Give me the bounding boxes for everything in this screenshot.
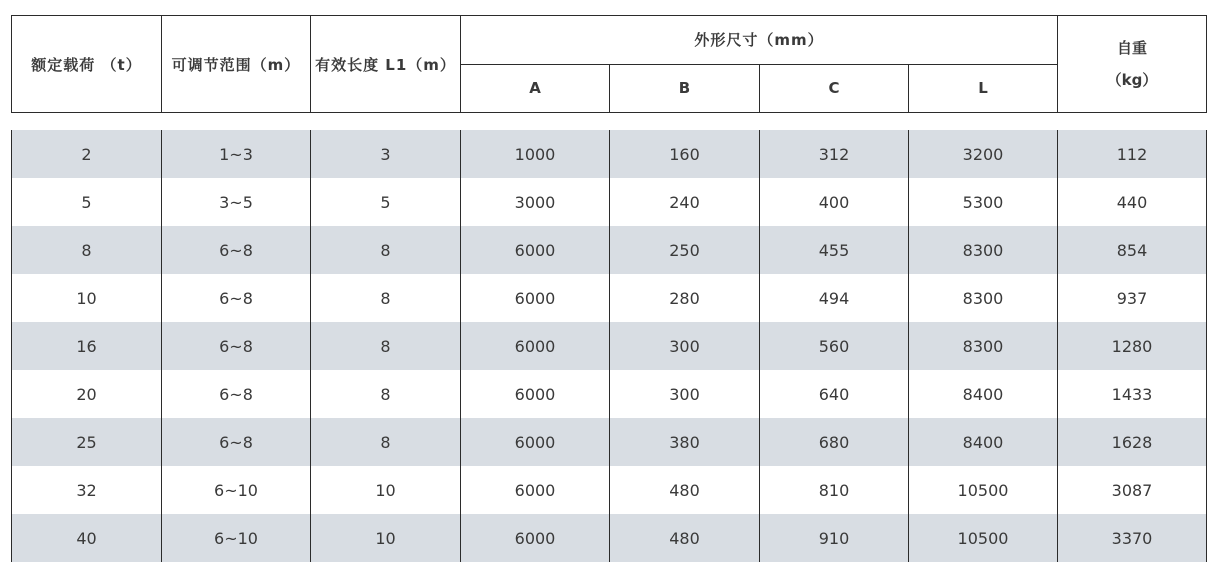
header-dim-l: L: [909, 64, 1058, 113]
cell-length: 8: [311, 226, 461, 274]
cell-dim-b: 380: [610, 418, 760, 466]
cell-dim-b: 300: [610, 370, 760, 418]
cell-weight: 440: [1058, 178, 1207, 226]
header-dim-b: B: [610, 64, 760, 113]
cell-length: 8: [311, 418, 461, 466]
cell-dim-c: 560: [760, 322, 909, 370]
cell-range: 3~5: [162, 178, 311, 226]
header-adjustable-range: 可调节范围（m）: [162, 16, 311, 113]
header-rated-load: 额定载荷 （t）: [12, 16, 162, 113]
header-effective-length: 有效长度 L1（m）: [311, 16, 461, 113]
cell-rated-load: 5: [12, 178, 162, 226]
cell-dim-l: 5300: [909, 178, 1058, 226]
cell-weight: 854: [1058, 226, 1207, 274]
cell-dim-c: 640: [760, 370, 909, 418]
cell-weight: 1628: [1058, 418, 1207, 466]
cell-dim-l: 8400: [909, 370, 1058, 418]
cell-dim-l: 3200: [909, 130, 1058, 178]
header-weight-unit: （kg）: [1106, 71, 1158, 89]
cell-dim-b: 300: [610, 322, 760, 370]
cell-weight: 1280: [1058, 322, 1207, 370]
cell-weight: 3087: [1058, 466, 1207, 514]
cell-dim-c: 312: [760, 130, 909, 178]
table-row: [12, 178, 1207, 226]
cell-dim-a: 6000: [461, 514, 610, 562]
header-weight: [1058, 16, 1207, 113]
table-row: [12, 514, 1207, 562]
cell-dim-l: 8300: [909, 322, 1058, 370]
cell-dim-a: 6000: [461, 418, 610, 466]
cell-weight: 1433: [1058, 370, 1207, 418]
table-row: [12, 418, 1207, 466]
cell-rated-load: 40: [12, 514, 162, 562]
cell-dim-c: 810: [760, 466, 909, 514]
cell-rated-load: 10: [12, 274, 162, 322]
cell-dim-l: 10500: [909, 514, 1058, 562]
table-row: [12, 274, 1207, 322]
cell-range: 6~8: [162, 370, 311, 418]
cell-rated-load: 2: [12, 130, 162, 178]
table-row: [12, 466, 1207, 514]
table-row: [12, 130, 1207, 178]
cell-dim-l: 8300: [909, 226, 1058, 274]
cell-rated-load: 8: [12, 226, 162, 274]
table-row: [12, 226, 1207, 274]
header-dim-c: C: [760, 64, 909, 113]
cell-dim-l: 8300: [909, 274, 1058, 322]
cell-dim-a: 3000: [461, 178, 610, 226]
cell-dim-c: 680: [760, 418, 909, 466]
cell-rated-load: 16: [12, 322, 162, 370]
cell-dim-c: 494: [760, 274, 909, 322]
cell-range: 6~8: [162, 274, 311, 322]
cell-range: 6~10: [162, 514, 311, 562]
table-row: [12, 322, 1207, 370]
cell-weight: 3370: [1058, 514, 1207, 562]
cell-range: 6~10: [162, 466, 311, 514]
cell-dim-c: 400: [760, 178, 909, 226]
cell-dim-a: 6000: [461, 226, 610, 274]
cell-dim-a: 6000: [461, 322, 610, 370]
cell-dim-l: 8400: [909, 418, 1058, 466]
cell-dim-a: 6000: [461, 274, 610, 322]
cell-weight: 112: [1058, 130, 1207, 178]
cell-dim-a: 6000: [461, 466, 610, 514]
cell-dim-a: 1000: [461, 130, 610, 178]
cell-dim-a: 6000: [461, 370, 610, 418]
cell-dim-b: 240: [610, 178, 760, 226]
cell-rated-load: 25: [12, 418, 162, 466]
cell-length: 3: [311, 130, 461, 178]
spec-table-body: [11, 130, 1207, 562]
cell-range: 6~8: [162, 226, 311, 274]
cell-dim-b: 480: [610, 466, 760, 514]
cell-dim-b: 250: [610, 226, 760, 274]
spec-table-header: [11, 15, 1207, 113]
cell-rated-load: 32: [12, 466, 162, 514]
cell-length: 8: [311, 370, 461, 418]
table-row: [12, 370, 1207, 418]
cell-dim-b: 480: [610, 514, 760, 562]
cell-dim-l: 10500: [909, 466, 1058, 514]
header-weight-label: 自重: [1117, 39, 1148, 57]
cell-dim-b: 280: [610, 274, 760, 322]
header-dim-a: A: [461, 64, 610, 113]
cell-range: 6~8: [162, 322, 311, 370]
cell-length: 8: [311, 322, 461, 370]
cell-rated-load: 20: [12, 370, 162, 418]
cell-range: 6~8: [162, 418, 311, 466]
cell-dim-c: 910: [760, 514, 909, 562]
cell-dim-c: 455: [760, 226, 909, 274]
cell-dim-b: 160: [610, 130, 760, 178]
cell-length: 10: [311, 514, 461, 562]
cell-weight: 937: [1058, 274, 1207, 322]
cell-range: 1~3: [162, 130, 311, 178]
cell-length: 8: [311, 274, 461, 322]
cell-length: 10: [311, 466, 461, 514]
header-dimensions: 外形尺寸（mm）: [461, 16, 1058, 65]
cell-length: 5: [311, 178, 461, 226]
